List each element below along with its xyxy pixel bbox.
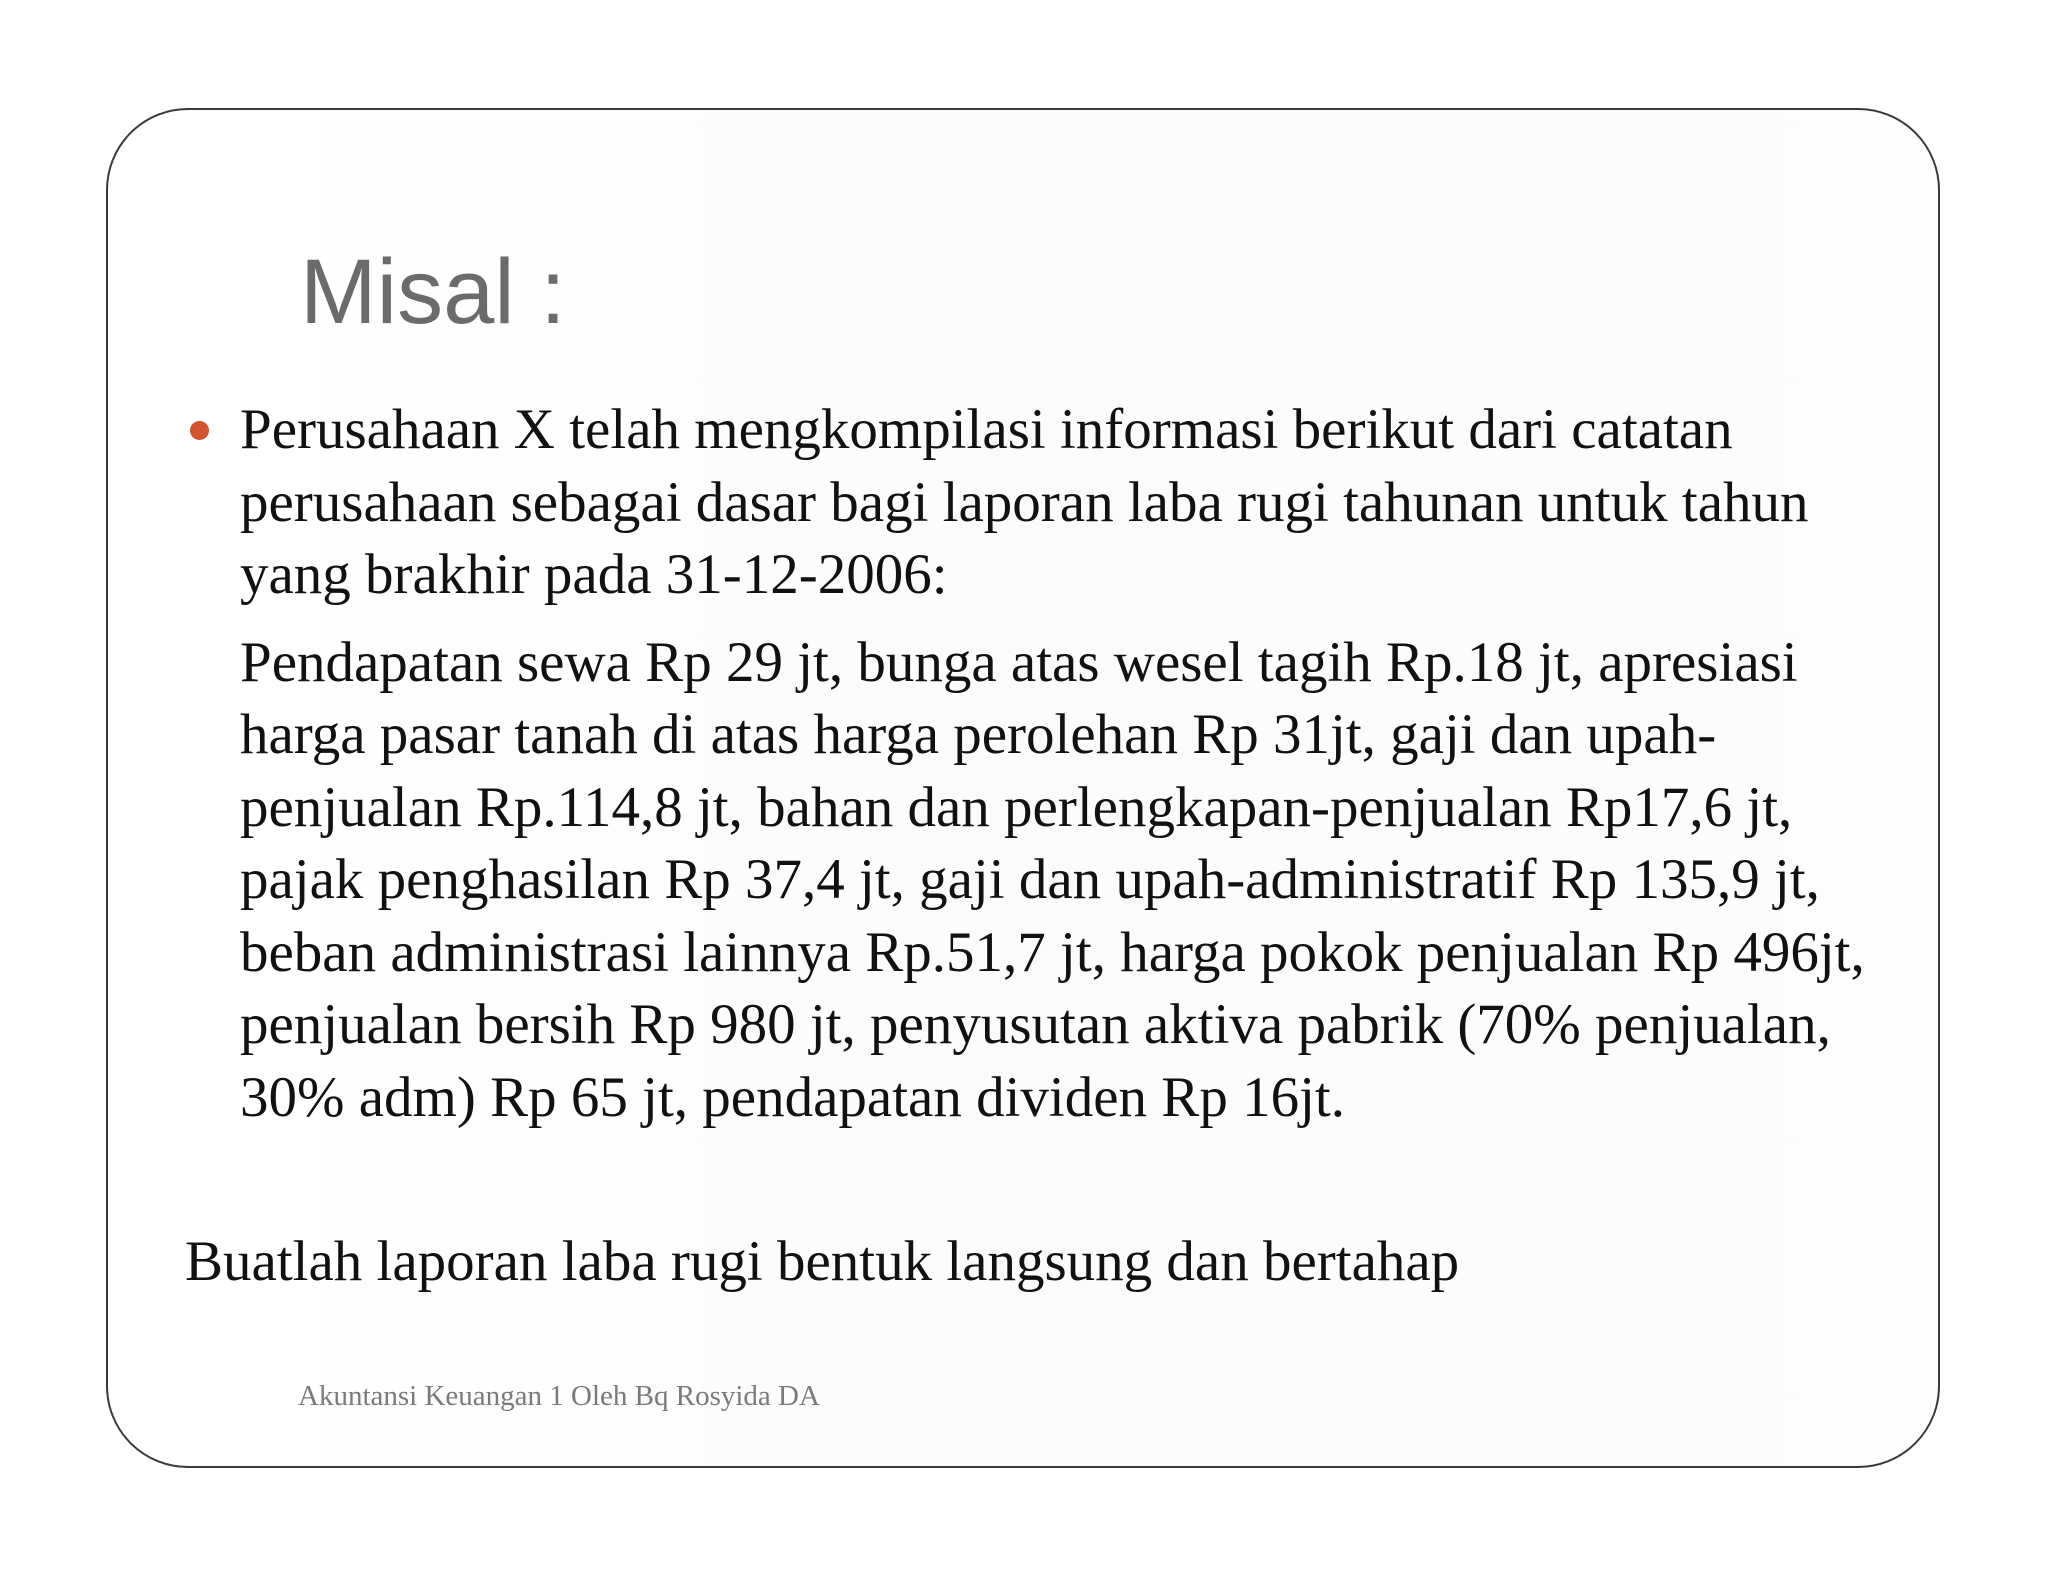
slide-footer: Akuntansi Keuangan 1 Oleh Bq Rosyida DA xyxy=(298,1380,820,1412)
bullet-details-text: Pendapatan sewa Rp 29 jt, bunga atas wesel tagih Rp.18 jt, apresiasi harga pasar tanah di atas harga perolehan Rp 31jt, gaji dan upah-penjualan Rp.114,8 jt, bahan dan perlengkapan-penjualan Rp17,6 jt, pajak penghasilan Rp 37,4 jt, gaji dan upah-administratif Rp 135,9 jt, beban administrasi lainnya Rp.51,7 jt, harga pokok penjualan Rp 496jt, penjualan bersih Rp 980 jt, penyusutan aktiva pabrik (70% penjualan, 30% adm) Rp 65 jt, pendapatan dividen Rp 16jt. xyxy=(240,630,1865,1129)
bullet-dot-icon xyxy=(190,421,209,440)
slide-title: Misal : xyxy=(300,241,566,343)
bullet-content xyxy=(240,394,1880,1134)
bullet-intro-text: Perusahaan X telah mengkompilasi informasi berikut dari catatan perusahaan sebagai dasar bagi laporan laba rugi tahunan untuk tahun yang brakhir pada 31-12-2006: xyxy=(240,398,1809,606)
instruction-text: Buatlah laporan laba rugi bentuk langsung dan bertahap xyxy=(185,1230,1460,1293)
